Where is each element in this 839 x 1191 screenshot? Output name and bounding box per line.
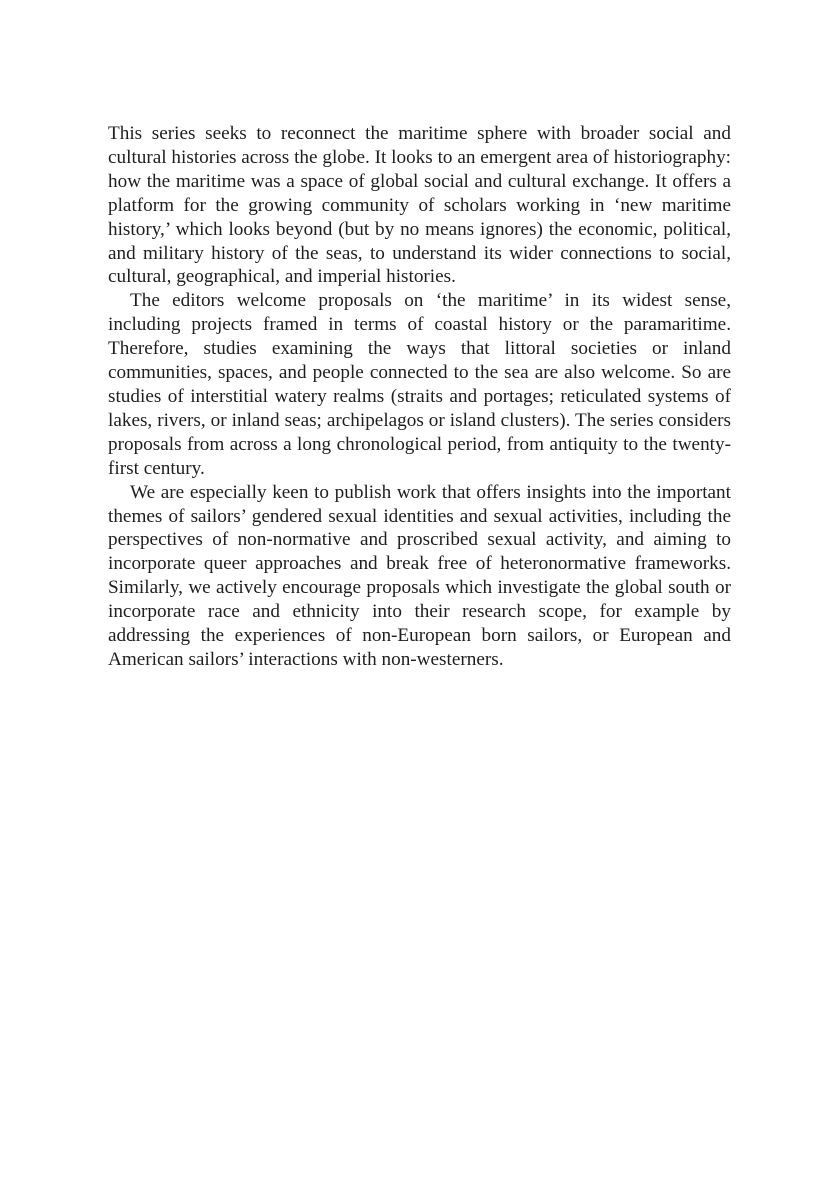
paragraph-series-aims: This series seeks to reconnect the maritime sphere with broader social and cultural histories across the globe. It looks to an emergent area of historiography: how the maritime was a space of global social and cultural exchange. It offers a platform for the growing community of scholars working in ‘new maritime history,’ which looks beyond (but by no means ignores) the economic, political, and military history of the seas, to understand its wider connections to social, cultural, geographical, and imperial histories. (108, 123, 731, 288)
paragraph-themes: We are especially keen to publish work that offers insights into the important themes of sailors’ gendered sexual identities and sexual activities, including the perspectives of non-normative and proscribed sexual activity, and aiming to incorporate queer approaches and break free of heteronormative frameworks. Similarly, we actively encourage proposals which investigate the global south or incorporate race and ethnicity into their research scope, for example by addressing the experiences of non-European born sailors, or European and American sailors’ interactions with non-westerners. (108, 481, 731, 670)
series-description (108, 122, 731, 672)
paragraph-editors-welcome: The editors welcome proposals on ‘the maritime’ in its widest sense, including projects framed in terms of coastal history or the paramaritime. Therefore, studies examining the ways that littoral societies or inland communities, spaces, and people connected to the sea are also welcome. So are studies of interstitial watery realms (straits and portages; reticulated systems of lakes, rivers, or inland seas; archipelagos or island clusters). The series considers proposals from across a long chronological period, from antiquity to the twenty-first century. (108, 290, 731, 479)
